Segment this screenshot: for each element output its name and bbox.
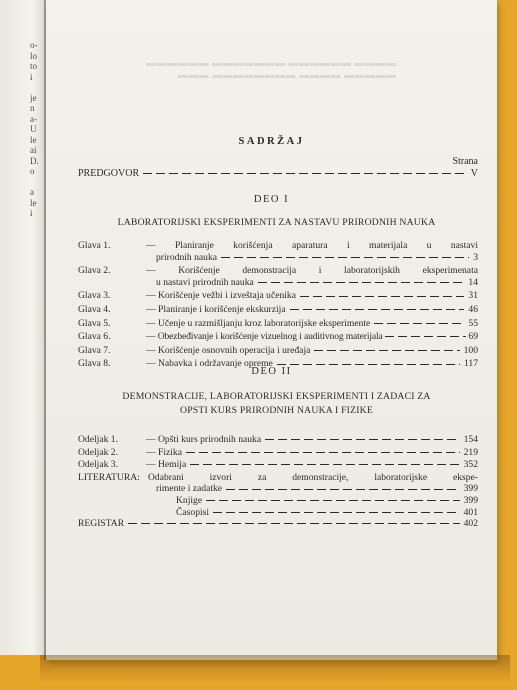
section-number: Odeljak 1.	[78, 434, 118, 445]
chapter-page: 55	[468, 317, 478, 329]
preface-label: PREDGOVOR	[78, 168, 140, 179]
chapter-title: — Učenje u razmišljanju kroz laboratorijske eksperimente	[146, 317, 371, 329]
chapter-title-line2: prirodnih nauka	[156, 251, 218, 263]
leader-dashes	[190, 464, 459, 465]
chapter-entry	[78, 318, 478, 330]
leader-dashes	[277, 364, 460, 365]
chapter-entry	[78, 240, 478, 263]
literature-title-line2: rimente i zadatke	[156, 483, 223, 495]
chapter-page: 31	[468, 290, 478, 302]
chapter-title: — Nabavka i održavanje opreme	[146, 358, 273, 370]
leader-dashes	[186, 452, 460, 453]
leader-dashes	[385, 336, 467, 337]
chapter-number: Glava 5.	[78, 317, 111, 329]
part2-heading: DEO II	[251, 366, 292, 377]
part2-subtitle-line1: DEMONSTRACIJE, LABORATORIJSKI EKSPERIMENTI I ZADACI ZA	[122, 391, 431, 402]
chapter-entry	[78, 265, 478, 288]
chapter-number: Glava 3.	[78, 290, 111, 302]
part1-entries	[78, 240, 478, 370]
literature-item-page: 399	[463, 494, 478, 506]
part1-heading: DEO I	[253, 194, 290, 205]
chapter-number: Glava 2.	[78, 265, 111, 277]
leader-dashes	[290, 309, 465, 310]
section-entry	[78, 459, 478, 471]
chapter-number: Glava 4.	[78, 303, 111, 315]
literature-item-books: Knjige	[176, 494, 203, 506]
preface-page: V	[470, 168, 478, 179]
part2-subtitle-line2: OPSTI KURS PRIRODNIH NAUKA I FIZIKE	[180, 405, 373, 416]
literature-title-line1: Odabrani izvori za demonstracije, laboratorijske ekspe-	[148, 471, 478, 483]
chapter-title: — Korišćenje vežbi i izveštaja učenika	[146, 290, 296, 302]
literature-label: LITERATURA:	[78, 471, 140, 483]
register-entry	[78, 518, 478, 530]
section-number: Odeljak 3.	[78, 459, 118, 471]
chapter-title-line1: — Korišćenje demonstracija i laboratorijskih eksperimenata	[146, 265, 478, 277]
leader-dashes	[221, 257, 469, 258]
facing-page-text: o- lo to i je n a- U le ai D. o a le i	[30, 40, 39, 218]
chapter-title: — Planiranje i korišćenje ekskurzija	[146, 303, 286, 315]
leader-dashes	[206, 500, 459, 501]
section-title: — Fizika	[146, 446, 182, 458]
leader-dashes	[258, 282, 465, 283]
contents-page	[46, 0, 497, 660]
chapter-number: Glava 1.	[78, 240, 111, 251]
chapter-page: 3	[473, 251, 478, 263]
section-entry	[78, 434, 478, 446]
section-title: — Hemija	[146, 459, 187, 471]
section-title: — Opšti kurs prirodnih nauka	[146, 434, 262, 445]
register-page: 402	[463, 518, 478, 530]
facing-page	[0, 0, 46, 655]
chapter-entry	[78, 290, 478, 302]
leader-dashes	[374, 323, 464, 324]
page-bottom-shadow	[40, 655, 510, 690]
chapter-entry	[78, 345, 478, 357]
section-entry	[78, 447, 478, 459]
chapter-page: 46	[468, 303, 478, 315]
chapter-page: 69	[468, 331, 478, 343]
leader-dashes	[265, 439, 459, 440]
toc-content	[46, 0, 497, 660]
chapter-number: Glava 7.	[78, 344, 111, 356]
register-label: REGISTAR	[78, 518, 125, 530]
chapter-entry	[78, 304, 478, 316]
literature-page: 399	[463, 483, 478, 495]
leader-dashes	[300, 296, 464, 297]
leader-dashes	[226, 489, 460, 490]
section-page: 154	[463, 434, 478, 445]
leader-dashes	[213, 512, 460, 513]
section-page: 219	[463, 446, 478, 458]
chapter-title: — Obezbeđivanje i korišćenje vizuelnog i auditivnog materijala	[146, 331, 383, 343]
literature-item-journals: Časopisi	[176, 506, 210, 518]
chapter-entry	[78, 331, 478, 343]
leader-dashes	[128, 523, 459, 524]
chapter-page: 14	[468, 276, 478, 288]
chapter-page: 100	[463, 344, 478, 356]
section-page: 352	[463, 459, 478, 471]
leader-dashes	[314, 350, 459, 351]
page-column-label: Strana	[452, 156, 478, 167]
section-number: Odeljak 2.	[78, 446, 118, 458]
chapter-title-line1: — Planiranje korišćenja aparatura i materijala u nastavi	[146, 240, 478, 251]
preface-entry	[78, 168, 478, 179]
page-title: SADRŽAJ	[238, 136, 305, 147]
part1-subtitle: LABORATORIJSKI EKSPERIMENTI ZA NASTAVU PRIRODNIH NAUKA	[117, 217, 436, 228]
bleed-through-text: ▬▬▬▬ ▬▬▬▬▬▬ ▬▬▬▬▬▬▬ ▬▬▬▬▬▬ ▬▬▬▬▬ ▬▬▬▬ ▬▬▬▬▬▬▬▬ ▬▬▬	[146, 58, 396, 81]
chapter-number: Glava 6.	[78, 331, 111, 343]
literature-item-page: 401	[463, 506, 478, 518]
part2-entries	[78, 434, 478, 530]
chapter-title: — Korišćenje osnovnih operacija i uređaja	[146, 344, 311, 356]
chapter-page: 117	[463, 358, 478, 370]
literature-entry	[78, 472, 478, 518]
chapter-number: Glava 8.	[78, 358, 111, 370]
leader-dashes	[143, 173, 467, 174]
chapter-title-line2: u nastavi prirodnih nauka	[156, 276, 254, 288]
